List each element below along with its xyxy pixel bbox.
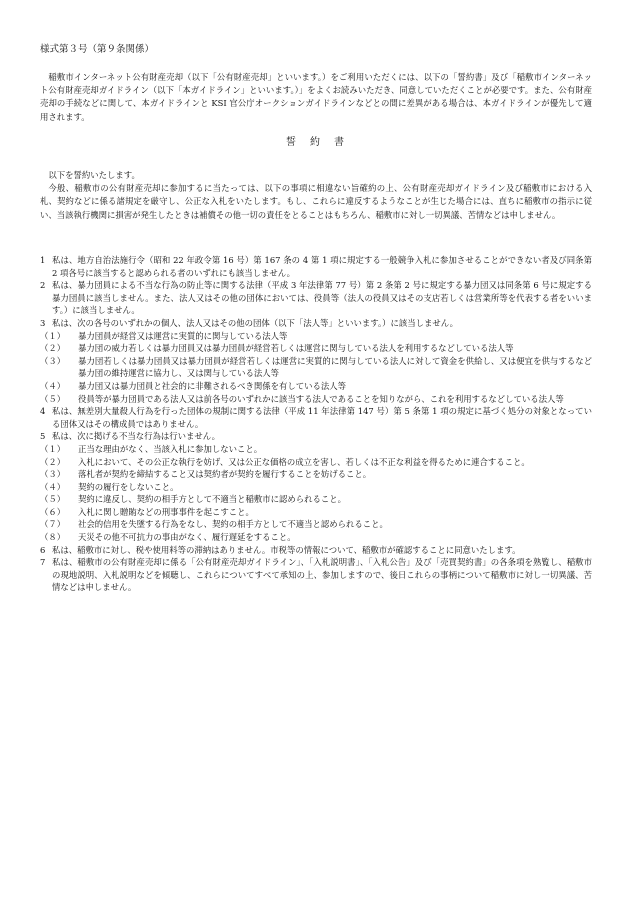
sub-item (40, 393, 592, 406)
sub-item-text: 天災その他不可抗力の事由がなく、履行遅延をすること。 (78, 532, 296, 543)
sub-item-number: （８） (40, 532, 66, 543)
sub-item-number: （５） (40, 494, 66, 505)
sub-item-number: （２） (40, 343, 66, 354)
list-item (40, 430, 592, 443)
sub-item (40, 456, 592, 469)
sub-item (40, 531, 592, 544)
sub-item (40, 443, 592, 456)
form-number: 様式第３号（第９条関係） (40, 44, 155, 55)
sub-item-text: 正当な理由がなく、当該入札に参加しないこと。 (78, 443, 263, 454)
sub-item-text: 入札において、その公正な執行を妨げ、又は公正な価格の成立を害し、若しくは不正な利益を得るために連合すること。 (78, 456, 530, 467)
pledge-body: 今般、稲敷市の公有財産売却に参加するに当たっては、以下の事項に相違ない旨確約の上、公有財産売却ガイドライン及び稲敷市における入札、契約などに係る諸規定を厳守し、公正な入札をいたします。もし、これらに違反するようなことが生じた場合には、直ちに稲敷市の指示に従い、当該執行機関に損害が発生したときは補償その他一切の責任をとることはもちろん、稲敷市に対し一切異議、苦情などは申しません。 (40, 183, 592, 220)
item-text: 私は、次に掲げる不当な行為は行いません。 (52, 431, 221, 442)
item-text: 私は、次の各号のいずれかの個人、法人又はその他の団体（以下「法人等」といいます。）に該当しません。 (52, 317, 459, 328)
item-number: 2 (40, 280, 46, 291)
sub-item-text: 契約に違反し、契約の相手方として不適当と稲敷市に認められること。 (78, 494, 346, 505)
sub-item-number: （３） (40, 355, 66, 366)
item-number: 5 (40, 431, 46, 442)
sub-item-text: 落札者が契約を締結すること又は契約者が契約を履行することを妨げること。 (78, 469, 372, 480)
item-text: 私は、稲敷市の公有財産売却に係る「公有財産売却ガイドライン」、「入札説明書」、「入札公告」及び「売買契約書」の各条項を熟覧し、稲敷市の現地説明、入札説明などを傾聴し、これらについてすべて承知の上、参加しますので、後日これらの事柄について稲敷市に対し一切異議、苦情などは申しません。 (52, 557, 592, 593)
sub-item-text: 役員等が暴力団員である法人又は前各号のいずれかに該当する法人であることを知りながら、これを利用するなどしている法人等 (78, 393, 564, 404)
sub-item-number: （７） (40, 519, 66, 530)
item-number: 7 (40, 557, 46, 568)
item-text: 私は、稲敷市に対し、税や使用料等の滞納はありません。市税等の情報について、稲敷市が確認することに同意いたします。 (52, 544, 521, 555)
sub-item (40, 518, 592, 531)
item-text: 私は、無差別大量殺人行為を行った団体の規制に関する法律（平成 11 年法律第 147 号）第 5 条第 1 項の規定に基づく処分の対象となっている団体又はその構成員ではありません。 (52, 406, 592, 429)
pledge-lead: 以下を誓約いたします。 (48, 170, 140, 180)
sub-item-text: 社会的信用を失墜する行為をなし、契約の相手方として不適当と認められること。 (78, 519, 388, 530)
sub-item-number: （１） (40, 330, 66, 341)
item-number: 4 (40, 406, 46, 417)
sub-item (40, 355, 592, 380)
list-item (40, 317, 592, 330)
sub-item (40, 468, 592, 481)
sub-item-text: 暴力団又は暴力団員と社会的に非難されるべき関係を有している法人等 (78, 380, 346, 391)
list-item (40, 556, 592, 594)
sub-item-number: （６） (40, 506, 66, 517)
sub-item-text: 契約の履行をしないこと。 (78, 481, 179, 492)
list-item (40, 279, 592, 317)
sub-item (40, 493, 592, 506)
sub-item-text: 暴力団の威力若しくは暴力団員又は暴力団員が経営若しくは運営に関与している法人を利用するなどしている法人等 (78, 343, 514, 354)
intro-paragraph: 稲敷市インターネット公有財産売却（以下「公有財産売却」といいます。）をご利用いただくには、以下の「誓約書」及び「稲敷市インターネット公有財産売却ガイドライン（以下「本ガイドライン」といいます。）」をよくお読みいただき、同意していただくことが必要です。また、公有財産売却の手続などに関して、本ガイドラインと KSI 官公庁オークションガイドラインなどとの間に差異がある場合は、本ガイドラインが優先して適用されます。 (40, 72, 592, 122)
pledge-items (40, 254, 592, 594)
list-item (40, 405, 592, 430)
item-number: 1 (40, 255, 46, 265)
sub-item-text: 暴力団若しくは暴力団員又は暴力団員が経営若しくは運営に実質的に関与している法人に対して資金を供給し、又は便宜を供与するなど暴力団の維持運営に協力し、又は関与している法人等 (78, 355, 592, 379)
sub-item-number: （４） (40, 481, 66, 492)
list-item (40, 254, 592, 279)
sub-item (40, 330, 592, 343)
item-text: 私は、地方自治法施行令（昭和 22 年政令第 16 号）第 167 条の 4 第 1 項に規定する一般競争入札に参加させることができない者及び同条第 2 項各号に該当すると認められる者のいずれにも該当しません。 (52, 255, 592, 278)
sub-item (40, 380, 592, 393)
list-item (40, 544, 592, 557)
pledge-section (40, 169, 592, 222)
sub-item (40, 481, 592, 494)
item-number: 3 (40, 317, 46, 328)
sub-item-number: （４） (40, 380, 66, 391)
sub-item (40, 342, 592, 355)
sub-item-text: 暴力団員が経営又は運営に実質的に関与している法人等 (78, 330, 288, 341)
sub-item-text: 入札に関し贈賄などの刑事事件を起こすこと。 (78, 506, 254, 517)
sub-item-number: （３） (40, 469, 66, 480)
sub-item-number: （５） (40, 393, 66, 404)
document-title: 誓約書 (286, 137, 358, 148)
item-text: 私は、暴力団員による不当な行為の防止等に関する法律（平成 3 年法律第 77 号）第 2 条第 2 号に規定する暴力団又は同条第 6 号に規定する暴力団員に該当しません。また、法人又はその他の団体においては、役員等（法人の役員又はその支店若しくは営業所等を代表する者をいいます。）に該当しません。 (52, 280, 592, 316)
sub-item (40, 506, 592, 519)
sub-item-number: （２） (40, 456, 66, 467)
sub-item-number: （１） (40, 443, 66, 454)
item-number: 6 (40, 544, 46, 555)
